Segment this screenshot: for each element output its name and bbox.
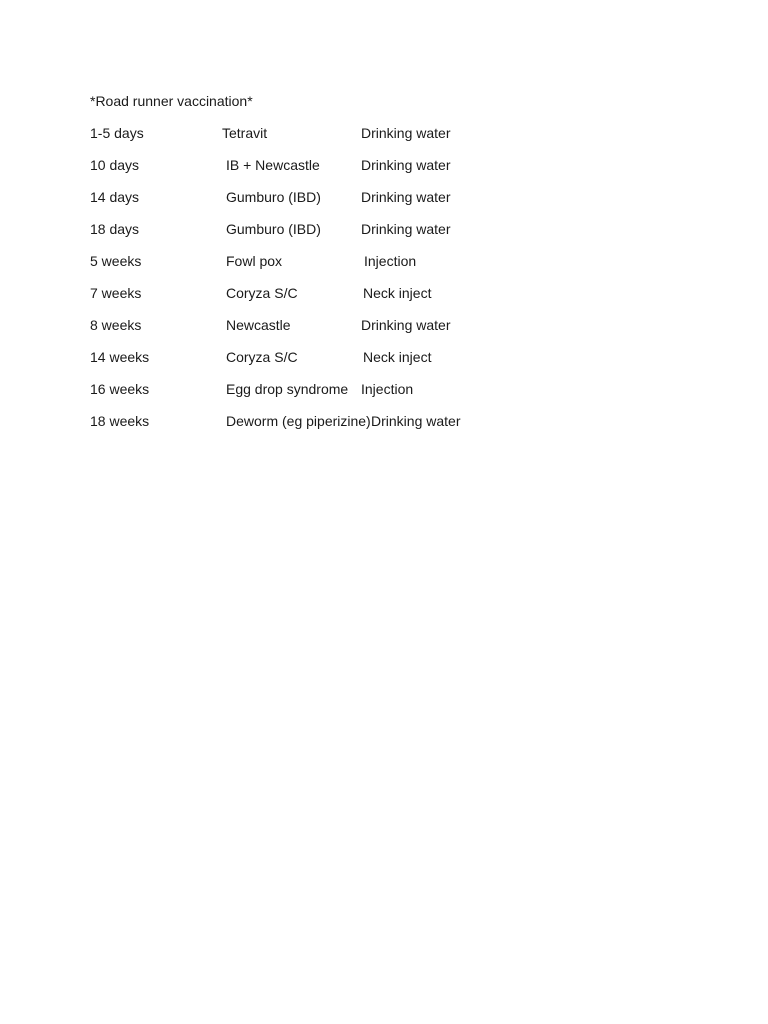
vaccine-cell: Coryza S/C: [226, 285, 298, 301]
age-cell: 10 days: [90, 157, 140, 173]
vaccine-cell: Newcastle: [226, 317, 291, 333]
method-cell: Injection: [364, 253, 417, 269]
vaccine-cell: Deworm (eg piperizine): [226, 413, 371, 429]
vaccine-cell: Fowl pox: [226, 253, 283, 269]
vaccine-cell: Coryza S/C: [226, 349, 298, 365]
method-cell: Drinking water: [361, 221, 451, 237]
vaccine-cell: Gumburo (IBD): [226, 221, 321, 237]
schedule-row: [90, 156, 690, 174]
method-cell: Neck inject: [363, 285, 432, 301]
age-cell: 14 weeks: [90, 349, 150, 365]
vaccine-cell: Tetravit: [222, 125, 268, 141]
schedule-row: [90, 188, 690, 206]
age-cell: 16 weeks: [90, 381, 150, 397]
age-cell: 18 days: [90, 221, 140, 237]
schedule-row: [90, 316, 690, 334]
method-cell: Drinking water: [361, 317, 451, 333]
schedule-row: [90, 284, 690, 302]
document-page: [90, 92, 690, 444]
age-cell: 8 weeks: [90, 317, 142, 333]
method-cell: Injection: [361, 381, 414, 397]
age-cell: 14 days: [90, 189, 140, 205]
vaccine-cell: Gumburo (IBD): [226, 189, 321, 205]
schedule-row: [90, 380, 690, 398]
vaccine-cell: IB + Newcastle: [226, 157, 320, 173]
method-cell: Drinking water: [361, 189, 451, 205]
method-cell: Drinking water: [371, 413, 461, 429]
method-cell: Drinking water: [361, 157, 451, 173]
schedule-row: [90, 124, 690, 142]
age-cell: 18 weeks: [90, 413, 150, 429]
document-title: *Road runner vaccination*: [90, 93, 253, 109]
schedule-row: [90, 252, 690, 270]
age-cell: 1-5 days: [90, 125, 144, 141]
age-cell: 5 weeks: [90, 253, 142, 269]
method-cell: Neck inject: [363, 349, 432, 365]
schedule-row: [90, 348, 690, 366]
age-cell: 7 weeks: [90, 285, 142, 301]
schedule-row: [90, 220, 690, 238]
schedule-row: [90, 412, 690, 430]
vaccine-cell: Egg drop syndrome: [226, 381, 349, 397]
method-cell: Drinking water: [361, 125, 451, 141]
